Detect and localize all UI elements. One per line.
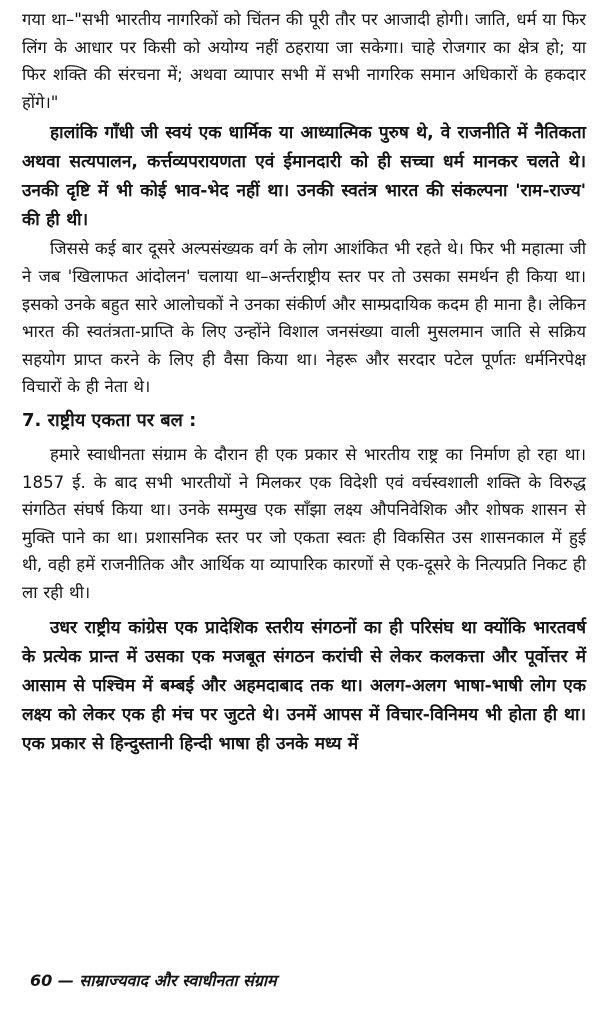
paragraph-quote-continuation: गया था–"सभी भारतीय नागरिकों को चिंतन की पूरी तौर पर आजादी होगी। जाति, धर्म या फिर लिंग के आधार पर किसी को अयोग्य नहीं ठहराया जा सकेगा। चाहे रोजगार का क्षेत्र हो; या फिर शक्ति की संरचना में; अथवा व्यापार सभी में सभी नागरिक समान अधिकारों के हकदार होंगे।" — [22, 10, 586, 112]
page-footer: 60 — साम्राज्यवाद और स्वाधीनता संग्राम — [30, 971, 277, 990]
paragraph-spacer — [22, 607, 586, 611]
section-heading: 7. राष्ट्रीय एकता पर बल : — [22, 409, 197, 431]
paragraph-gandhi-religion: हालांकि गाँधी जी स्वयं एक धार्मिक या आध्यात्मिक पुरुष थे, वे राजनीति में नैतिकता अथवा सत्यपालन, कर्त्तव्यपरायणता एवं ईमानदारी को ही सच्चा धर्म मानकर चलते थे। उनकी दृष्टि में भी कोई भाव-भेद नहीं था। उनकी स्वतंत्र भारत की संकल्पना 'राम-राज्य' की ही थी। — [22, 123, 586, 231]
paragraph-national-unity: हमारे स्वाधीनता संग्राम के दौरान ही एक प्रकार से भारतीय राष्ट्र का निर्माण हो रहा था। 1857 ई. के बाद सभी भारतीयों ने मिलकर एक विदेशी एवं वर्चस्वशाली शक्ति के विरुद्ध संगठित संघर्ष किया था। उनके सम्मुख एक साँझा लक्ष्य औपनिवेशिक और शोषक शासन से मुक्ति पाने का था। प्रशासनिक स्तर पर जो एकता स्वतः ही विकसित उस शासनकाल में हुई थी, वही हमें राजनीतिक और आर्थिक या व्यापारिक कारणों से एक-दूसरे के नित्यप्रति निकट ही ला रही थी। — [22, 444, 586, 602]
paragraph-congress: उधर राष्ट्रीय कांग्रेस एक प्रादेशिक स्तरीय संगठनों का ही परिसंघ था क्योंकि भारतवर्ष के प्रत्येक प्रान्त में उसका एक मजबूत संगठन करांची से लेकर कलकत्ता और पूर्वोत्तर में आसाम से पश्चिम में बम्बई और अहमदाबाद तक था। अलग-अलग भाषा-भाषी लोग एक लक्ष्य को लेकर एक ही मंच पर जुटते थे। उनमें आपस में विचार-विनिमय भी होता ही था। एक प्रकार से हिन्दुस्तानी हिन्दी भाषा ही उनके मध्य में — [22, 617, 587, 754]
paragraph-khilafat: जिससे कई बार दूसरे अल्पसंख्यक वर्ग के लोग आशंकित भी रहते थे। फिर भी महात्मा जी ने जब 'खिलाफत आंदोलन' चलाया था–अर्न्तराष्ट्रीय स्तर पर तो उसका समर्थन ही किया था। इसको उनके बहुत सारे आलोचकों ने उनका संकीर्ण और साम्प्रदायिक कदम ही माना है। लेकिन भारत की स्वतंत्रता-प्राप्ति के लिए उन्होंने विशाल जनसंख्या वाली मुसलमान जाति से सक्रिय सहयोग प्राप्त करने के लिए ही वैसा किया था। नेहरू और सरदार पटेल पूर्णतः धर्मनिरपेक्ष विचारों के ही नेता थे। — [22, 239, 586, 397]
